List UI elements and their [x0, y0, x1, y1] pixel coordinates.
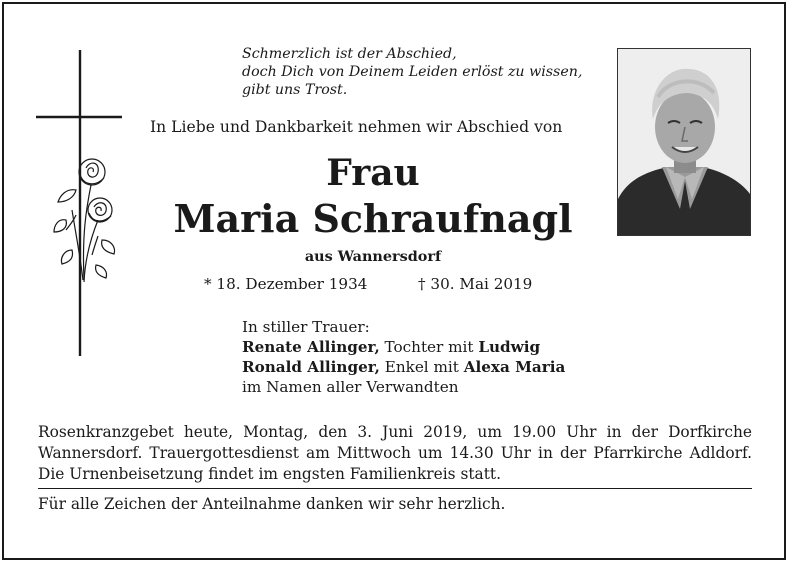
salutation: Frau — [326, 152, 420, 194]
mourner-line — [242, 357, 602, 377]
mourner-partner: Ludwig — [478, 338, 541, 356]
divider — [38, 488, 752, 489]
mourners-block — [242, 317, 602, 397]
deceased-name: Maria Schraufnagl — [173, 196, 573, 241]
intro-text: In Liebe und Dankbarkeit nehmen wir Abschied von — [150, 118, 563, 136]
mourning-heading: In stiller Trauer: — [242, 318, 370, 336]
death-date: † 30. Mai 2019 — [418, 275, 533, 293]
poem-line: Schmerzlich ist der Abschied, — [242, 46, 457, 62]
birth-date: * 18. Dezember 1934 — [204, 275, 368, 293]
service-notice: Rosenkranzgebet heute, Montag, den 3. Juni 2019, um 19.00 Uhr in der Dorfkirche Wannersdorf. Trauergottesdienst am Mittwoch um 14.30 Uhr in der Pfarrkirche Adldorf. Die Urnenbeisetzung findet im engsten Familienkreis statt. — [38, 423, 752, 483]
origin: aus Wannersdorf — [304, 248, 442, 265]
portrait-photo — [617, 48, 751, 236]
mourner-name: Ronald Allinger, — [242, 358, 380, 376]
mourner-relation: Tochter mit — [379, 338, 479, 356]
mourner-name: Renate Allinger, — [242, 338, 380, 356]
thanks-text: Für alle Zeichen der Anteilnahme danken wir sehr herzlich. — [38, 495, 506, 513]
cross-with-roses-icon — [36, 50, 122, 356]
mourner-line — [242, 337, 602, 357]
portrait-illustration — [618, 49, 751, 236]
poem-line: doch Dich von Deinem Leiden erlöst zu wissen, — [242, 64, 583, 80]
memorial-poem — [242, 45, 612, 99]
mourner-partner: Alexa Maria — [463, 358, 566, 376]
mourning-closing: im Namen aller Verwandten — [242, 378, 459, 396]
mourner-relation: Enkel mit — [379, 358, 464, 376]
poem-line: gibt uns Trost. — [242, 82, 348, 98]
